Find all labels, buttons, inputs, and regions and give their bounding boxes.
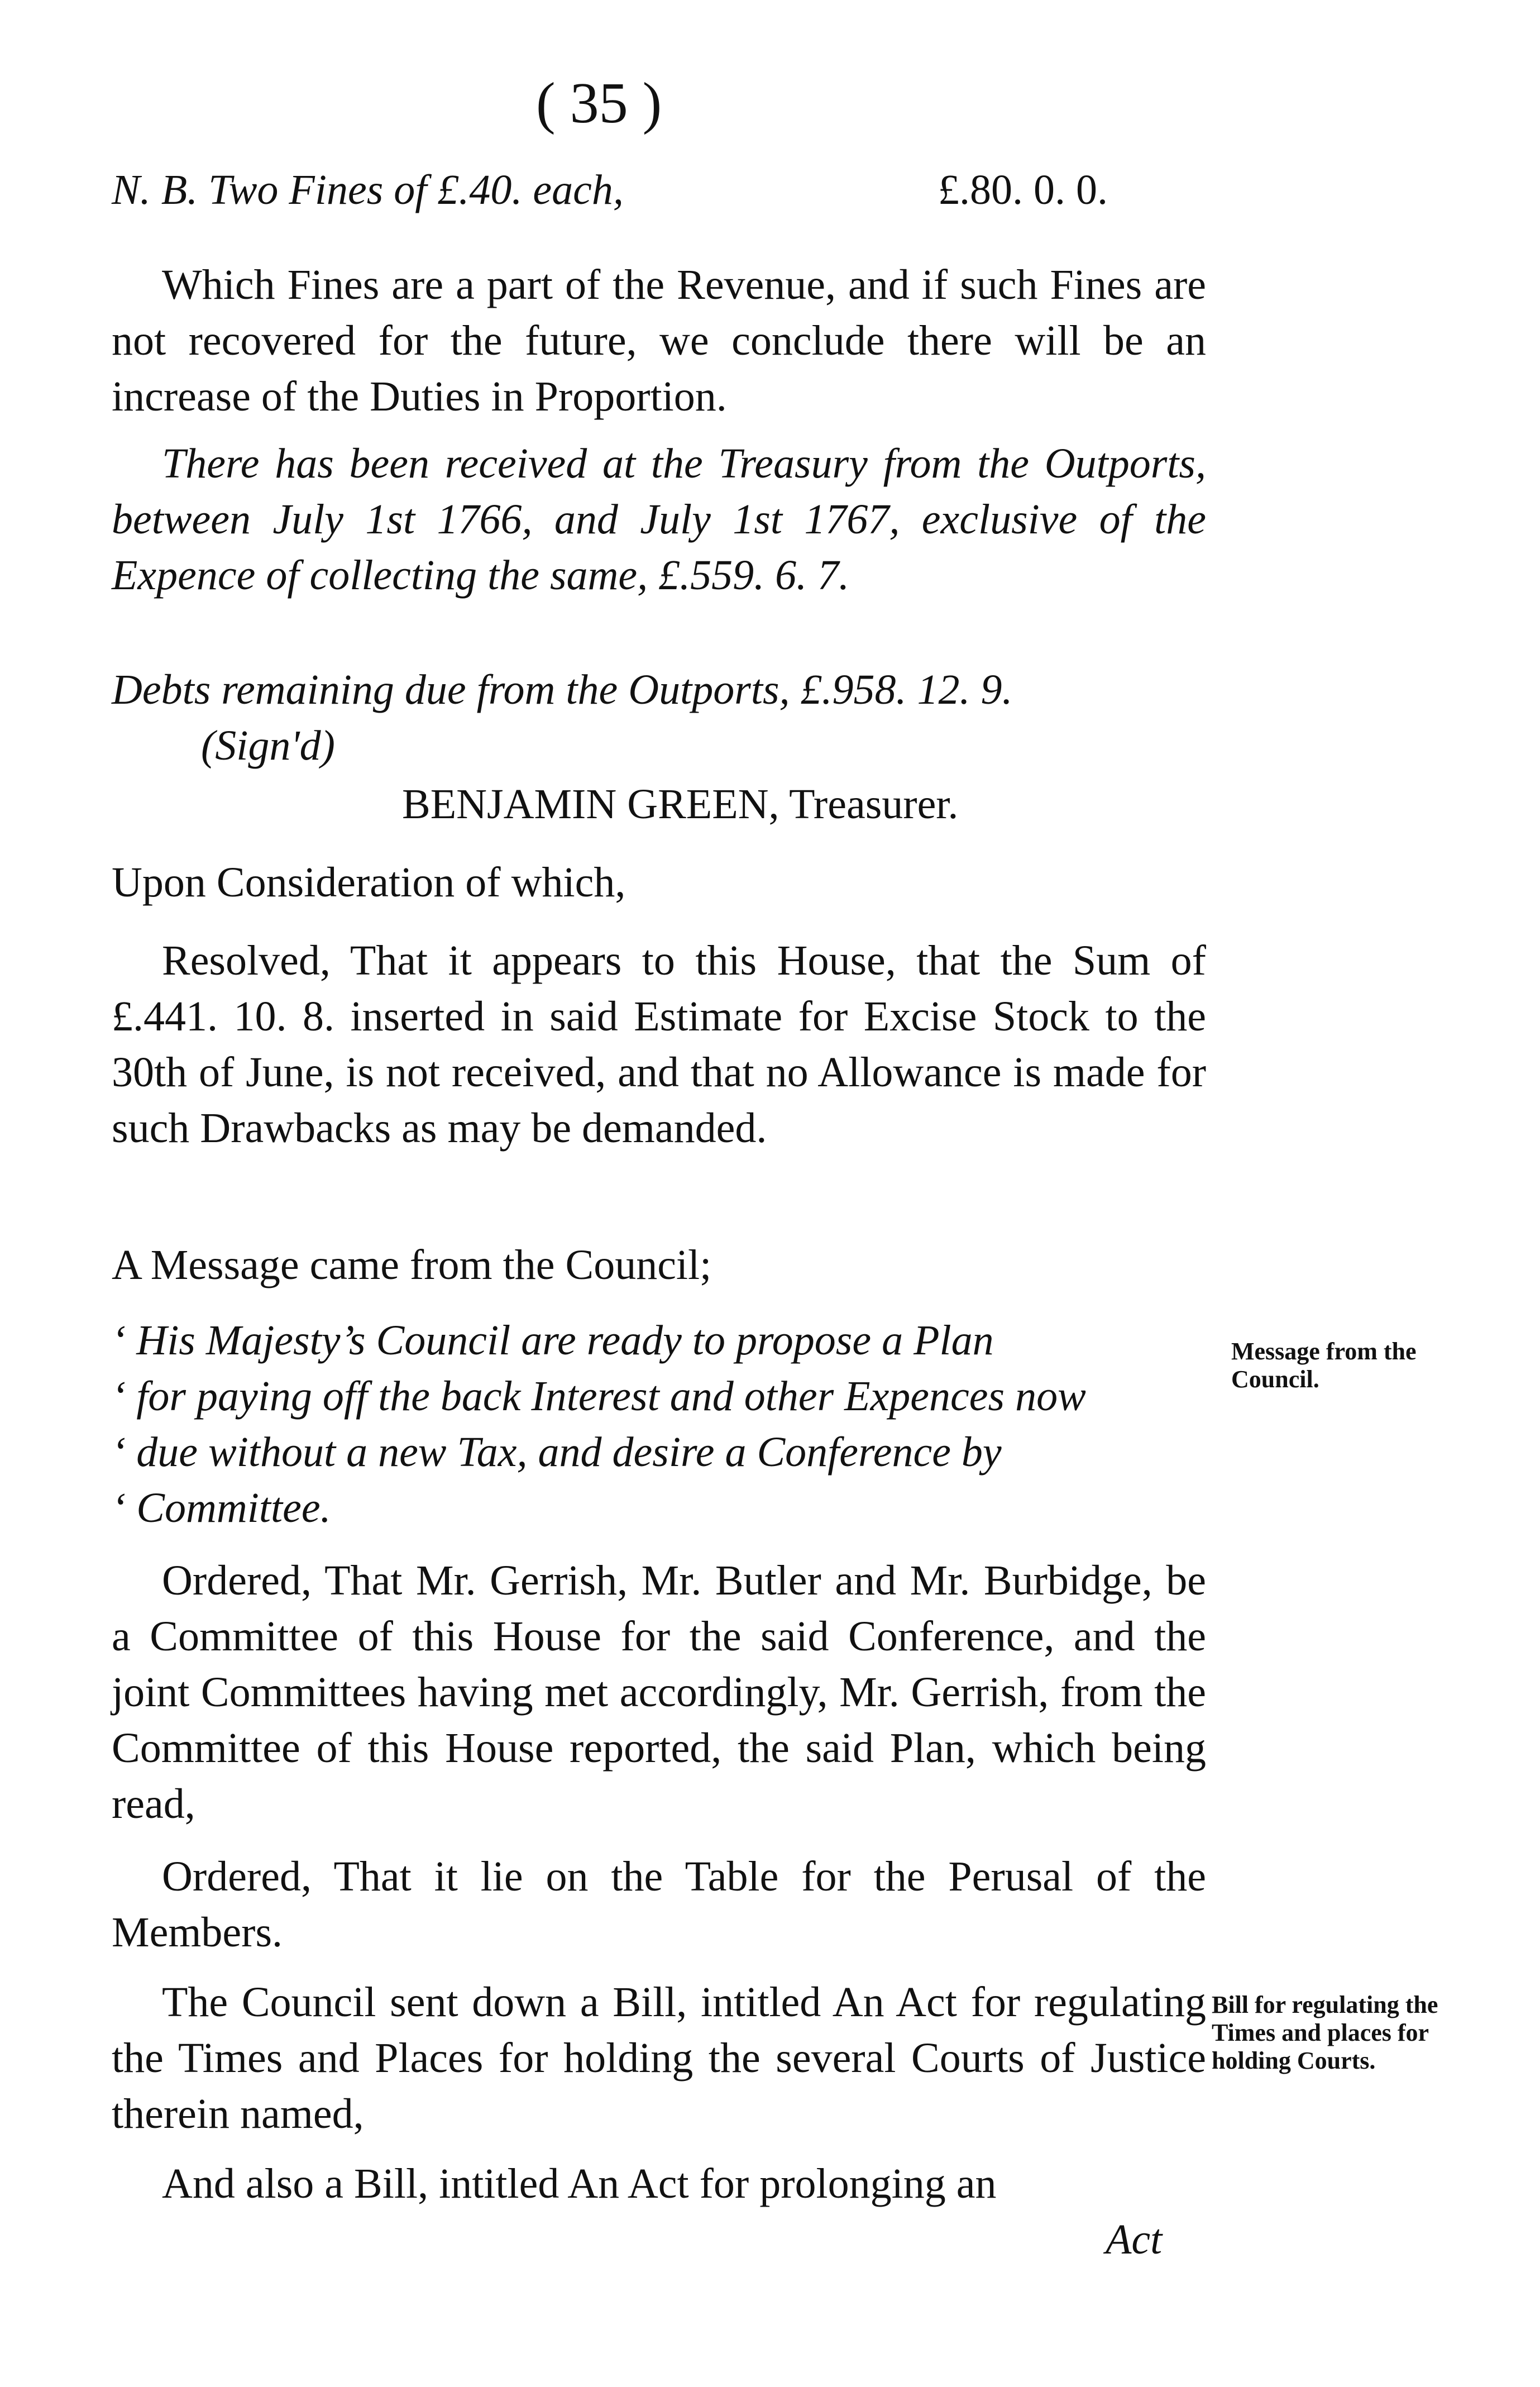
resolved-paragraph: Resolved, That it appears to this House, that the Sum of £.441. 10. 8. inserted in said Estimate for Excise Stock to the 30th of June, is not received, and that no Allowance is made for such Drawbacks as may be demanded. <box>112 937 1206 1152</box>
quote-line: ‘ due without a new Tax, and desire a Conference by <box>112 1429 1002 1476</box>
debts-line: Debts remaining due from the Outports, £.958. 12. 9. <box>112 666 1013 713</box>
upon-consideration: Upon Consideration of which, <box>112 859 626 906</box>
margin-note-message: Message from the Council. <box>1231 1338 1417 1393</box>
nb-amount: £.80. 0. 0. <box>938 166 1108 213</box>
signer-line: BENJAMIN GREEN, Treasurer. <box>402 781 959 828</box>
page-number: ( 35 ) <box>536 71 662 135</box>
quote-line: ‘ Committee. <box>112 1484 331 1531</box>
nb-text: N. B. Two Fines of £.40. each, <box>112 166 624 213</box>
fines-paragraph: Which Fines are a part of the Revenue, and if such Fines are not recovered for the future, we conclude there will be an increase of the Duties in Proportion. <box>112 261 1206 420</box>
treasury-paragraph: There has been received at the Treasury from the Outports, between July 1st 1766, and July 1st 1767, exclusive of the Expence of collecting the same, £.559. 6. 7. <box>112 440 1206 599</box>
quote-line: ‘ for paying off the back Interest and other Expences now <box>112 1373 1086 1420</box>
catchword: Act <box>1106 2216 1163 2263</box>
council-quote <box>112 1312 1201 1536</box>
signed-label: (Sign'd) <box>201 722 335 769</box>
quote-line: ‘ His Majesty’s Council are ready to propose a Plan <box>112 1317 994 1364</box>
ordered-committee-paragraph: Ordered, That Mr. Gerrish, Mr. Butler and Mr. Burbidge, be a Committee of this House for the said Conference, and the joint Committees having met accordingly, Mr. Gerrish, from the Committee of this House reported, the said Plan, which being read, <box>112 1557 1206 1827</box>
margin-note-bill: Bill for regulating the Times and places for holding Courts. <box>1212 1991 1438 2074</box>
ordered-table-paragraph: Ordered, That it lie on the Table for the Perusal of the Members. <box>112 1853 1206 1956</box>
message-line: A Message came from the Council; <box>112 1242 712 1288</box>
nb-line <box>112 162 1206 218</box>
council-bill-paragraph: The Council sent down a Bill, intitled An Act for regulating the Times and Places for holding the several Courts of Justice therein named, <box>112 1979 1206 2137</box>
also-bill-paragraph: And also a Bill, intitled An Act for prolonging an <box>162 2160 997 2207</box>
